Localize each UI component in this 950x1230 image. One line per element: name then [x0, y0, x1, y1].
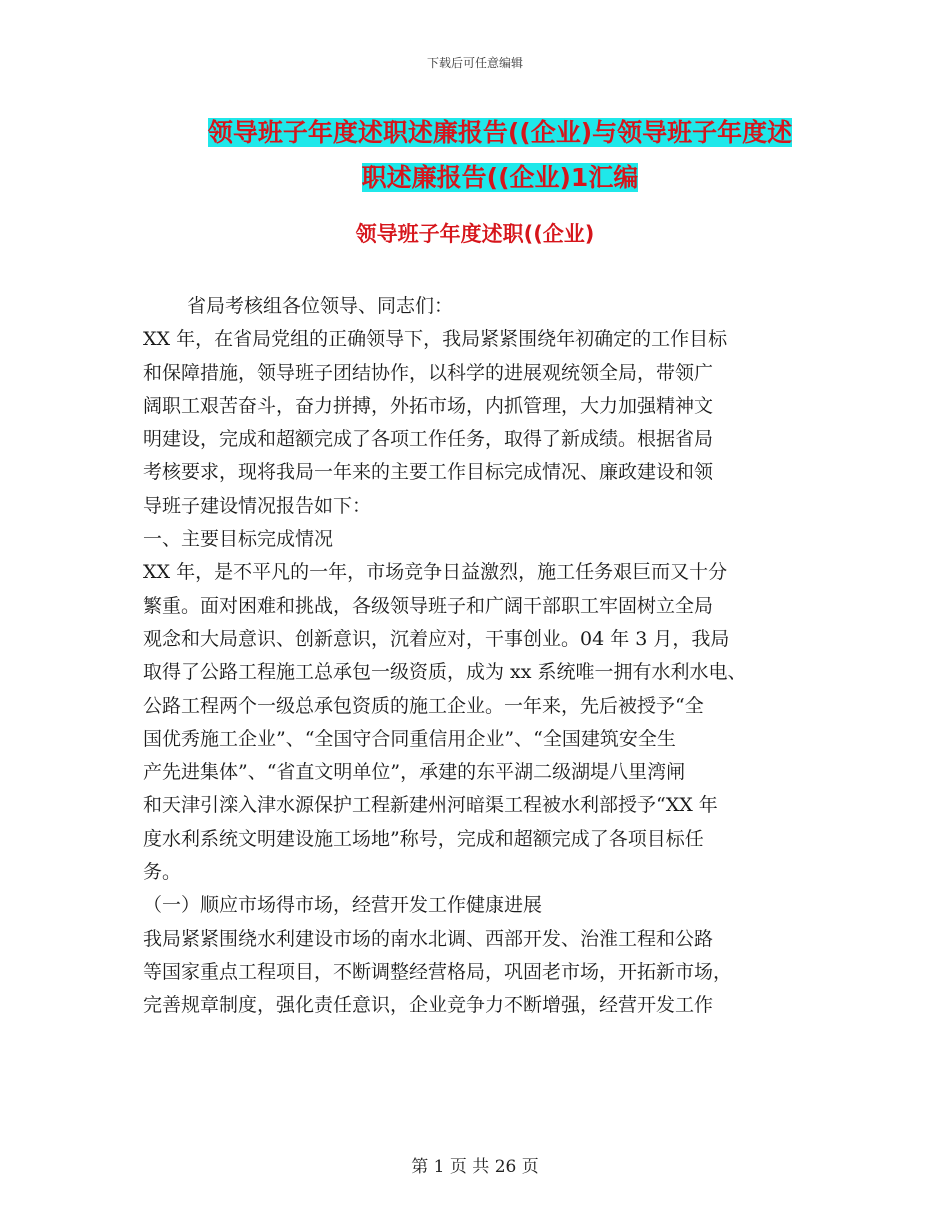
text-line: XX 年，在省局党组的正确领导下，我局紧紧围绕年初确定的工作目标: [143, 328, 728, 351]
section-title: 领导班子年度述职((企业): [355, 222, 595, 246]
text-line: 考核要求，现将我局一年来的主要工作目标完成情况、廉政建设和领: [143, 461, 714, 484]
text-line: XX 年，是不平凡的一年，市场竞争日益激烈，施工任务艰巨而又十分: [143, 561, 728, 584]
text-line: 和保障措施，领导班子团结协作，以科学的进展观统领全局，带领广: [143, 361, 714, 384]
text-line: 完善规章制度，强化责任意识，企业竞争力不断增强，经营开发工作: [143, 994, 714, 1017]
subheading-line: （一）顺应市场得市场，经营开发工作健康进展: [143, 894, 543, 917]
text-line: 国优秀施工企业”、“全国守合同重信用企业”、“全国建筑安全生: [143, 727, 676, 750]
text-line: 明建设，完成和超额完成了各项工作任务，取得了新成绩。根据省局: [143, 428, 714, 451]
document-title: [150, 110, 850, 200]
text-line: 导班子建设情况报告如下：: [143, 494, 372, 517]
body-text: [143, 290, 823, 1023]
text-line: 等国家重点工程项目，不断调整经营格局，巩固老市场，开拓新市场，: [143, 960, 733, 983]
salutation-line: 省局考核组各位领导、同志们：: [187, 295, 454, 317]
text-line: 和天津引滦入津水源保护工程新建州河暗渠工程被水利部授予“XX 年: [143, 794, 718, 817]
text-line: 产先进集体”、“省直文明单位”，承建的东平湖二级湖堤八里湾闸: [143, 761, 686, 784]
document-title-line-1: 领导班子年度述职述廉报告((企业)与领导班子年度述: [207, 118, 793, 147]
text-line: 务。: [143, 861, 182, 884]
page-footer: 第 1 页 共 26 页: [411, 1157, 539, 1177]
header-note: 下载后可任意编辑: [426, 56, 523, 70]
document-title-line-2: 职述廉报告((企业)1汇编: [361, 163, 639, 192]
text-line: 度水利系统文明建设施工场地”称号，完成和超额完成了各项目标任: [143, 827, 704, 850]
text-line: 我局紧紧围绕水利建设市场的南水北调、西部开发、治淮工程和公路: [143, 927, 714, 950]
text-line: 观念和大局意识、创新意识，沉着应对，干事创业。04 年 3 月，我局: [143, 627, 730, 650]
text-line: 阔职工艰苦奋斗，奋力拼搏，外拓市场，内抓管理，大力加强精神文: [143, 394, 714, 417]
subheading-line: 一、主要目标完成情况: [143, 528, 334, 551]
text-line: 繁重。面对困难和挑战，各级领导班子和广阔干部职工牢固树立全局: [143, 594, 714, 617]
text-line: 取得了公路工程施工总承包一级资质，成为 xx 系统唯一拥有水利水电、: [143, 661, 747, 684]
text-line: 公路工程两个一级总承包资质的施工企业。一年来，先后被授予“全: [143, 694, 704, 717]
